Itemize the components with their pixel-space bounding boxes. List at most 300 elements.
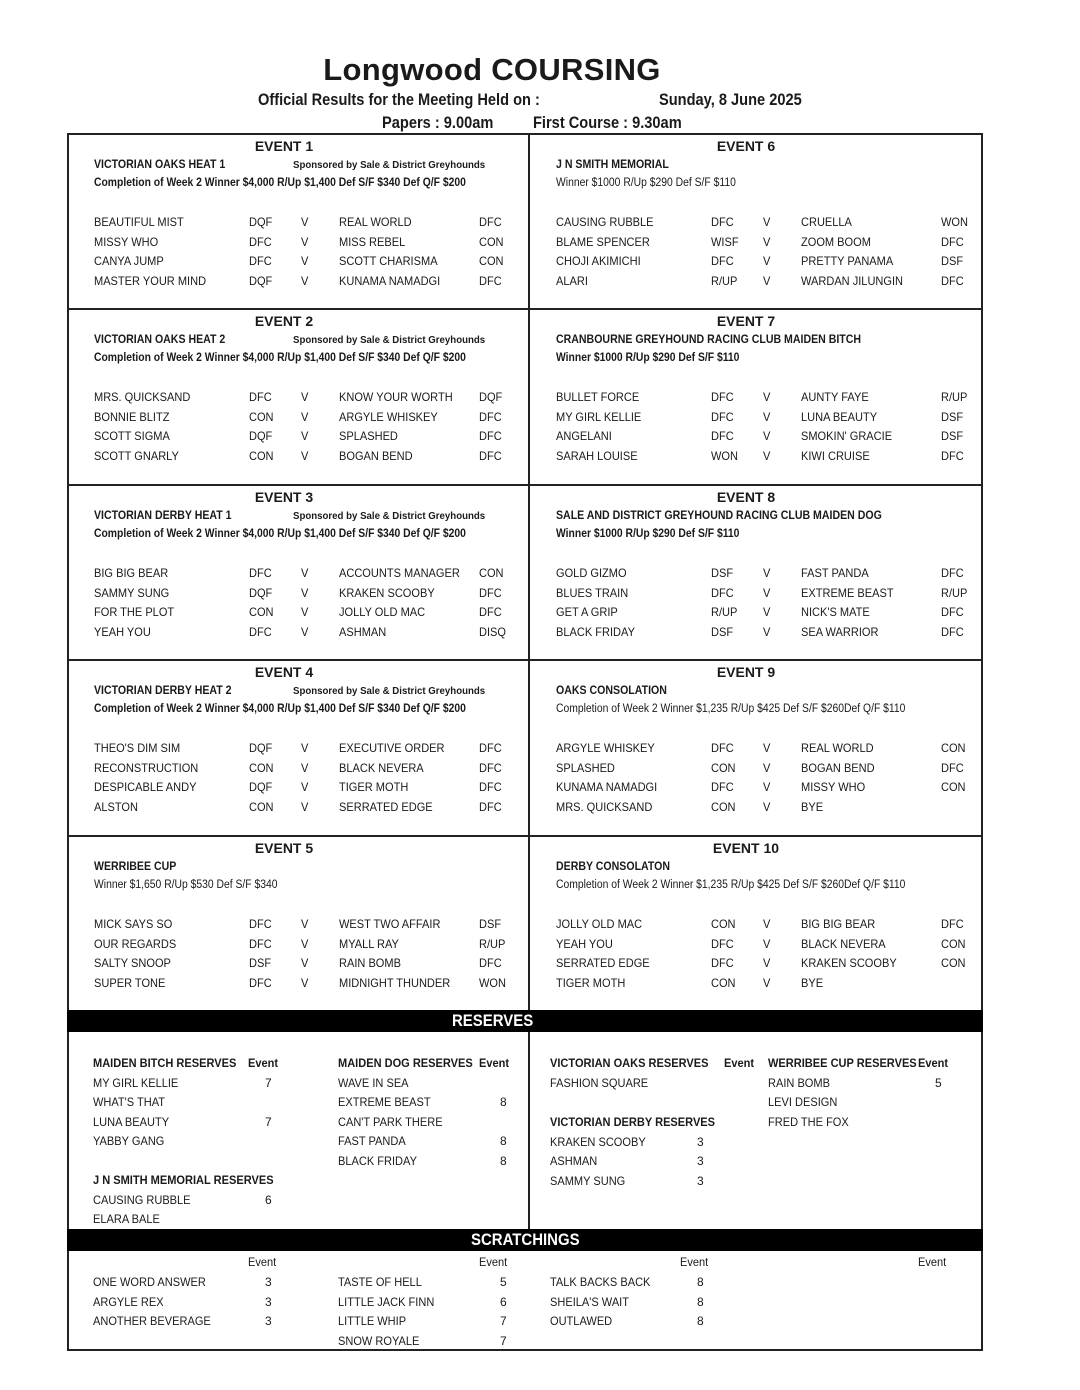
matchup-row xyxy=(531,274,987,292)
dog-a: JOLLY OLD MAC xyxy=(556,917,643,931)
papers-time: Papers : 9.00am xyxy=(382,113,494,132)
reserve-event-number: 7 xyxy=(265,1075,272,1090)
reserves-band-label: RESERVES xyxy=(452,1011,534,1030)
result-a: DQF xyxy=(249,273,273,288)
dog-b: FAST PANDA xyxy=(801,566,869,580)
event-block xyxy=(531,837,987,1013)
reserve-event-number: 3 xyxy=(697,1134,704,1149)
reserve-dog: ASHMAN xyxy=(550,1154,598,1169)
result-a: DQF xyxy=(249,741,273,755)
reserve-event-number: 7 xyxy=(265,1114,272,1129)
result-a: DQF xyxy=(249,429,273,444)
matchup-row xyxy=(531,215,987,233)
matchup-row xyxy=(531,956,987,974)
dog-b: KNOW YOUR WORTH xyxy=(339,390,453,404)
event-column-label: Event xyxy=(248,1056,279,1070)
versus: V xyxy=(763,760,771,775)
result-b: DSF xyxy=(941,409,964,424)
result-b: DFC xyxy=(941,605,964,620)
result-b: DSF xyxy=(941,429,964,444)
result-a: DQF xyxy=(249,215,273,229)
dog-b: ARGYLE WHISKEY xyxy=(339,409,438,424)
dog-b: KRAKEN SCOOBY xyxy=(801,956,897,971)
reserve-dog: WHAT'S THAT xyxy=(93,1095,166,1110)
dog-b: KRAKEN SCOOBY xyxy=(339,585,435,600)
versus: V xyxy=(763,741,771,755)
event-title: EVENT 5 xyxy=(254,840,314,856)
result-a: DFC xyxy=(249,254,272,269)
dog-b: JOLLY OLD MAC xyxy=(339,605,426,620)
dog-a: SPLASHED xyxy=(556,760,615,775)
result-b: R/UP xyxy=(941,585,968,600)
dog-a: CHOJI AKIMICHI xyxy=(556,254,641,269)
matchup-row xyxy=(531,235,987,253)
dog-b: ZOOM BOOM xyxy=(801,234,871,249)
dog-a: MISSY WHO xyxy=(94,234,159,249)
matchup-row xyxy=(69,780,525,798)
dog-a: SAMMY SUNG xyxy=(94,585,170,600)
scratched-dog: SNOW ROYALE xyxy=(338,1333,420,1348)
matchup-row xyxy=(69,605,525,623)
matchup-row xyxy=(69,741,525,759)
result-b: CON xyxy=(479,566,504,580)
versus: V xyxy=(301,917,309,931)
versus: V xyxy=(763,273,771,288)
dog-b: EXECUTIVE ORDER xyxy=(339,741,445,755)
dog-a: ALARI xyxy=(556,273,588,288)
dog-b: KIWI CRUISE xyxy=(801,448,870,463)
dog-b: MIDNIGHT THUNDER xyxy=(339,975,451,990)
result-a: R/UP xyxy=(711,273,738,288)
dog-a: ARGYLE WHISKEY xyxy=(556,741,655,755)
result-a: DFC xyxy=(249,936,272,951)
reserve-heading: MAIDEN BITCH RESERVES xyxy=(93,1056,237,1070)
versus: V xyxy=(763,390,771,404)
result-a: CON xyxy=(249,605,274,620)
event-name: DERBY CONSOLATON xyxy=(556,861,671,873)
scratched-dog: ANOTHER BEVERAGE xyxy=(93,1314,211,1329)
result-b: WON xyxy=(941,215,968,229)
page-title: Longwood COURSING xyxy=(323,52,661,87)
event-prize: Completion of Week 2 Winner $4,000 R/Up $1,400 Def S/F $340 Def Q/F $200 xyxy=(94,528,466,540)
matchup-row xyxy=(69,566,525,584)
matchup-row xyxy=(531,429,987,447)
dog-b: SCOTT CHARISMA xyxy=(339,254,438,269)
event-prize: Completion of Week 2 Winner $1,235 R/Up $425 Def S/F $260Def Q/F $110 xyxy=(556,703,906,715)
result-b: DFC xyxy=(941,624,964,639)
result-b: DFC xyxy=(479,585,502,600)
event-block xyxy=(69,310,525,486)
event-name: SALE AND DISTRICT GREYHOUND RACING CLUB MAIDEN DOG xyxy=(556,510,882,522)
versus: V xyxy=(763,429,771,444)
result-a: DFC xyxy=(249,566,272,580)
matchup-row xyxy=(531,741,987,759)
event-prize: Winner $1,650 R/Up $530 Def S/F $340 xyxy=(94,879,278,891)
result-a: DFC xyxy=(711,390,734,404)
dog-a: MRS. QUICKSAND xyxy=(556,799,653,814)
event-block xyxy=(69,661,525,837)
event-title: EVENT 2 xyxy=(254,313,314,329)
matchup-row xyxy=(531,410,987,428)
event-prize: Completion of Week 2 Winner $1,235 R/Up $425 Def S/F $260Def Q/F $110 xyxy=(556,879,906,891)
event-column-label: Event xyxy=(724,1056,755,1070)
versus: V xyxy=(763,605,771,620)
result-b: DFC xyxy=(479,799,502,814)
event-name: VICTORIAN OAKS HEAT 1 xyxy=(94,159,226,171)
dog-b: BLACK NEVERA xyxy=(801,936,886,951)
result-a: DFC xyxy=(249,975,272,990)
dog-a: MRS. QUICKSAND xyxy=(94,390,191,404)
dog-a: MICK SAYS SO xyxy=(94,917,173,931)
result-a: DQF xyxy=(249,780,273,795)
versus: V xyxy=(763,215,771,229)
event-title: EVENT 4 xyxy=(254,664,314,680)
matchup-row xyxy=(531,566,987,584)
matchup-row xyxy=(531,449,987,467)
versus: V xyxy=(301,448,309,463)
event-title: EVENT 3 xyxy=(254,489,314,505)
matchup-row xyxy=(531,780,987,798)
dog-a: GOLD GIZMO xyxy=(556,566,627,580)
result-a: CON xyxy=(249,760,274,775)
reserve-event-number: 8 xyxy=(500,1095,507,1110)
event-title: EVENT 10 xyxy=(712,840,780,856)
result-b: DFC xyxy=(479,215,502,229)
event-name: VICTORIAN OAKS HEAT 2 xyxy=(94,334,226,346)
event-title: EVENT 9 xyxy=(716,664,776,680)
result-b: DFC xyxy=(479,448,502,463)
reserve-dog: LUNA BEAUTY xyxy=(93,1114,170,1129)
matchup-row xyxy=(69,625,525,643)
event-name: CRANBOURNE GREYHOUND RACING CLUB MAIDEN BITCH xyxy=(556,334,862,346)
matchup-row xyxy=(531,917,987,935)
result-a: WISF xyxy=(711,234,739,249)
dog-a: DESPICABLE ANDY xyxy=(94,780,197,795)
reserve-dog: FASHION SQUARE xyxy=(550,1075,649,1090)
dog-a: ANGELANI xyxy=(556,429,612,444)
matchup-row xyxy=(69,937,525,955)
matchup-row xyxy=(69,254,525,272)
result-b: DFC xyxy=(479,956,502,971)
result-b: DISQ xyxy=(479,624,506,639)
reserve-heading: MAIDEN DOG RESERVES xyxy=(338,1056,473,1070)
versus: V xyxy=(301,409,309,424)
matchup-row xyxy=(69,274,525,292)
versus: V xyxy=(763,975,771,990)
versus: V xyxy=(763,254,771,269)
result-b: R/UP xyxy=(479,936,506,951)
reserve-dog: EXTREME BEAST xyxy=(338,1095,431,1110)
result-b: DFC xyxy=(479,409,502,424)
event-name: WERRIBEE CUP xyxy=(94,861,177,873)
event-name: VICTORIAN DERBY HEAT 2 xyxy=(94,685,232,697)
matchup-row xyxy=(531,800,987,818)
event-prize: Winner $1000 R/Up $290 Def S/F $110 xyxy=(556,352,740,364)
dog-b: ASHMAN xyxy=(339,624,387,639)
reserves-band xyxy=(67,1010,983,1032)
dog-a: BLAME SPENCER xyxy=(556,234,650,249)
versus: V xyxy=(301,624,309,639)
event-prize: Winner $1000 R/Up $290 Def S/F $110 xyxy=(556,177,736,189)
versus: V xyxy=(763,585,771,600)
dog-a: BONNIE BLITZ xyxy=(94,409,170,424)
event-title: EVENT 1 xyxy=(254,138,314,154)
reserve-dog: CAUSING RUBBLE xyxy=(93,1192,191,1207)
scratched-event-number: 6 xyxy=(500,1294,507,1309)
scratched-dog: TASTE OF HELL xyxy=(338,1275,422,1289)
event-title: EVENT 6 xyxy=(716,138,776,154)
matchup-row xyxy=(531,976,987,994)
dog-a: SUPER TONE xyxy=(94,975,166,990)
event-prize: Completion of Week 2 Winner $4,000 R/Up $1,400 Def S/F $340 Def Q/F $200 xyxy=(94,177,466,189)
dog-b: SERRATED EDGE xyxy=(339,799,433,814)
matchup-row xyxy=(531,605,987,623)
dog-b: ACCOUNTS MANAGER xyxy=(339,566,460,580)
reserve-dog: YABBY GANG xyxy=(93,1134,165,1149)
event-sponsor: Sponsored by Sale & District Greyhounds xyxy=(293,510,486,522)
scratched-dog: TALK BACKS BACK xyxy=(550,1275,651,1289)
versus: V xyxy=(301,585,309,600)
dog-b: SEA WARRIOR xyxy=(801,624,879,639)
event-prize: Completion of Week 2 Winner $4,000 R/Up $1,400 Def S/F $340 Def Q/F $200 xyxy=(94,703,466,715)
event-name: OAKS CONSOLATION xyxy=(556,685,667,697)
dog-a: TIGER MOTH xyxy=(556,975,626,990)
event-sponsor: Sponsored by Sale & District Greyhounds xyxy=(293,159,486,171)
result-a: WON xyxy=(711,448,738,463)
result-a: CON xyxy=(711,917,736,931)
scratched-dog: SHEILA'S WAIT xyxy=(550,1294,630,1309)
result-b: DFC xyxy=(479,429,502,444)
result-a: DSF xyxy=(711,624,734,639)
result-a: DFC xyxy=(711,254,734,269)
matchup-row xyxy=(531,761,987,779)
result-b: CON xyxy=(479,234,504,249)
result-a: CON xyxy=(249,409,274,424)
versus: V xyxy=(301,799,309,814)
reserve-dog: RAIN BOMB xyxy=(768,1075,830,1090)
dog-a: YEAH YOU xyxy=(94,624,151,639)
scratched-dog: OUTLAWED xyxy=(550,1314,613,1329)
scratched-dog: LITTLE JACK FINN xyxy=(338,1294,435,1309)
event-name: VICTORIAN DERBY HEAT 1 xyxy=(94,510,232,522)
result-b: CON xyxy=(479,254,504,269)
dog-b: SPLASHED xyxy=(339,429,398,444)
scratched-event-number: 3 xyxy=(265,1294,272,1309)
versus: V xyxy=(763,234,771,249)
matchup-row xyxy=(69,429,525,447)
result-b: DFC xyxy=(479,741,502,755)
versus: V xyxy=(301,760,309,775)
dog-a: FOR THE PLOT xyxy=(94,605,175,620)
event-name: J N SMITH MEMORIAL xyxy=(556,159,669,171)
event-block xyxy=(69,837,525,1013)
matchup-row xyxy=(69,235,525,253)
reserve-dog: FRED THE FOX xyxy=(768,1114,849,1129)
result-a: DFC xyxy=(711,741,734,755)
matchup-row xyxy=(531,254,987,272)
dog-a: SERRATED EDGE xyxy=(556,956,650,971)
meeting-date: Sunday, 8 June 2025 xyxy=(659,90,802,109)
event-sponsor: Sponsored by Sale & District Greyhounds xyxy=(293,334,486,346)
versus: V xyxy=(301,273,309,288)
versus: V xyxy=(301,741,309,755)
result-b: CON xyxy=(941,741,966,755)
dog-a: BLUES TRAIN xyxy=(556,585,629,600)
result-a: DFC xyxy=(249,917,272,931)
result-a: DSF xyxy=(711,566,734,580)
versus: V xyxy=(301,605,309,620)
versus: V xyxy=(763,409,771,424)
event-column-label: Event xyxy=(248,1255,277,1269)
dog-b: SMOKIN' GRACIE xyxy=(801,429,893,444)
event-column-label: Event xyxy=(918,1255,947,1269)
dog-a: CANYA JUMP xyxy=(94,254,164,269)
versus: V xyxy=(763,799,771,814)
dog-a: GET A GRIP xyxy=(556,605,618,620)
matchup-row xyxy=(69,586,525,604)
scratched-event-number: 3 xyxy=(265,1275,272,1289)
versus: V xyxy=(763,566,771,580)
event-column-label: Event xyxy=(479,1056,510,1070)
versus: V xyxy=(301,215,309,229)
result-b: R/UP xyxy=(941,390,968,404)
reserve-dog: LEVI DESIGN xyxy=(768,1095,838,1110)
dog-b: MISSY WHO xyxy=(801,780,866,795)
event-block xyxy=(69,135,525,311)
matchup-row xyxy=(69,976,525,994)
versus: V xyxy=(763,917,771,931)
dog-b: BYE xyxy=(801,975,824,990)
scratchings-band-label: SCRATCHINGS xyxy=(471,1230,580,1249)
result-a: R/UP xyxy=(711,605,738,620)
versus: V xyxy=(763,624,771,639)
result-b: DFC xyxy=(479,605,502,620)
scratched-dog: LITTLE WHIP xyxy=(338,1314,407,1329)
versus: V xyxy=(301,254,309,269)
result-a: DFC xyxy=(711,956,734,971)
center-divider xyxy=(528,133,530,1010)
scratchings-band xyxy=(67,1229,983,1251)
matchup-row xyxy=(69,956,525,974)
result-a: DSF xyxy=(249,956,272,971)
dog-b: RAIN BOMB xyxy=(339,956,401,971)
dog-b: REAL WORLD xyxy=(339,215,412,229)
result-b: DFC xyxy=(941,448,964,463)
dog-a: SALTY SNOOP xyxy=(94,956,171,971)
dog-a: SCOTT SIGMA xyxy=(94,429,170,444)
matchup-row xyxy=(69,449,525,467)
versus: V xyxy=(763,936,771,951)
result-a: DFC xyxy=(711,780,734,795)
event-block xyxy=(531,486,987,662)
result-a: DFC xyxy=(711,409,734,424)
versus: V xyxy=(301,429,309,444)
result-b: DFC xyxy=(941,234,964,249)
dog-b: REAL WORLD xyxy=(801,741,874,755)
versus: V xyxy=(301,975,309,990)
matchup-row xyxy=(531,586,987,604)
matchup-row xyxy=(531,390,987,408)
dog-a: BIG BIG BEAR xyxy=(94,566,169,580)
result-a: CON xyxy=(711,799,736,814)
result-a: DFC xyxy=(711,215,734,229)
dog-a: THEO'S DIM SIM xyxy=(94,741,181,755)
versus: V xyxy=(763,956,771,971)
matchup-row xyxy=(531,937,987,955)
dog-b: TIGER MOTH xyxy=(339,780,409,795)
event-prize: Winner $1000 R/Up $290 Def S/F $110 xyxy=(556,528,740,540)
result-b: WON xyxy=(479,975,506,990)
result-b: DFC xyxy=(941,917,964,931)
scratched-event-number: 5 xyxy=(500,1275,507,1289)
result-b: DQF xyxy=(479,390,503,404)
reserve-heading: WERRIBEE CUP RESERVES xyxy=(768,1056,917,1070)
dog-b: BIG BIG BEAR xyxy=(801,917,876,931)
result-a: DQF xyxy=(249,585,273,600)
versus: V xyxy=(763,780,771,795)
result-a: CON xyxy=(711,760,736,775)
result-a: DFC xyxy=(249,234,272,249)
reserve-heading: VICTORIAN OAKS RESERVES xyxy=(550,1056,709,1070)
versus: V xyxy=(301,936,309,951)
result-b: CON xyxy=(941,780,966,795)
dog-b: BYE xyxy=(801,799,824,814)
dog-b: BOGAN BEND xyxy=(339,448,413,463)
dog-a: OUR REGARDS xyxy=(94,936,177,951)
versus: V xyxy=(301,780,309,795)
dog-a: ALSTON xyxy=(94,799,138,814)
reserve-event-number: 8 xyxy=(500,1154,507,1168)
result-b: DFC xyxy=(479,273,502,288)
event-block xyxy=(531,135,987,311)
reserves-divider xyxy=(528,1032,530,1229)
dog-a: YEAH YOU xyxy=(556,936,613,951)
dog-b: BOGAN BEND xyxy=(801,760,875,775)
event-sponsor: Sponsored by Sale & District Greyhounds xyxy=(293,685,486,697)
result-a: DFC xyxy=(711,585,734,600)
scratched-dog: ONE WORD ANSWER xyxy=(93,1275,206,1289)
result-a: DFC xyxy=(711,429,734,444)
reserve-event-number: 5 xyxy=(935,1075,942,1090)
scratched-event-number: 7 xyxy=(500,1333,507,1348)
dog-a: SARAH LOUISE xyxy=(556,448,638,463)
result-b: CON xyxy=(941,956,966,971)
result-a: DFC xyxy=(249,390,272,404)
event-prize: Completion of Week 2 Winner $4,000 R/Up $1,400 Def S/F $340 Def Q/F $200 xyxy=(94,352,466,364)
dog-a: RECONSTRUCTION xyxy=(94,760,199,775)
result-a: CON xyxy=(249,448,274,463)
event-block xyxy=(531,310,987,486)
dog-b: LUNA BEAUTY xyxy=(801,409,878,424)
result-b: DSF xyxy=(479,917,502,931)
dog-b: PRETTY PANAMA xyxy=(801,254,894,269)
event-column-label: Event xyxy=(680,1255,709,1269)
result-b: CON xyxy=(941,936,966,951)
event-block xyxy=(531,661,987,837)
result-b: DFC xyxy=(941,566,964,580)
dog-a: CAUSING RUBBLE xyxy=(556,215,654,229)
dog-b: AUNTY FAYE xyxy=(801,390,869,404)
reserve-dog: KRAKEN SCOOBY xyxy=(550,1134,646,1149)
event-column-label: Event xyxy=(479,1255,508,1269)
result-b: DFC xyxy=(479,760,502,775)
event-column-label: Event xyxy=(918,1056,949,1070)
dog-a: BULLET FORCE xyxy=(556,390,640,404)
versus: V xyxy=(301,566,309,580)
dog-b: KUNAMA NAMADGI xyxy=(339,273,441,288)
matchup-row xyxy=(69,215,525,233)
scratched-event-number: 7 xyxy=(500,1314,507,1329)
